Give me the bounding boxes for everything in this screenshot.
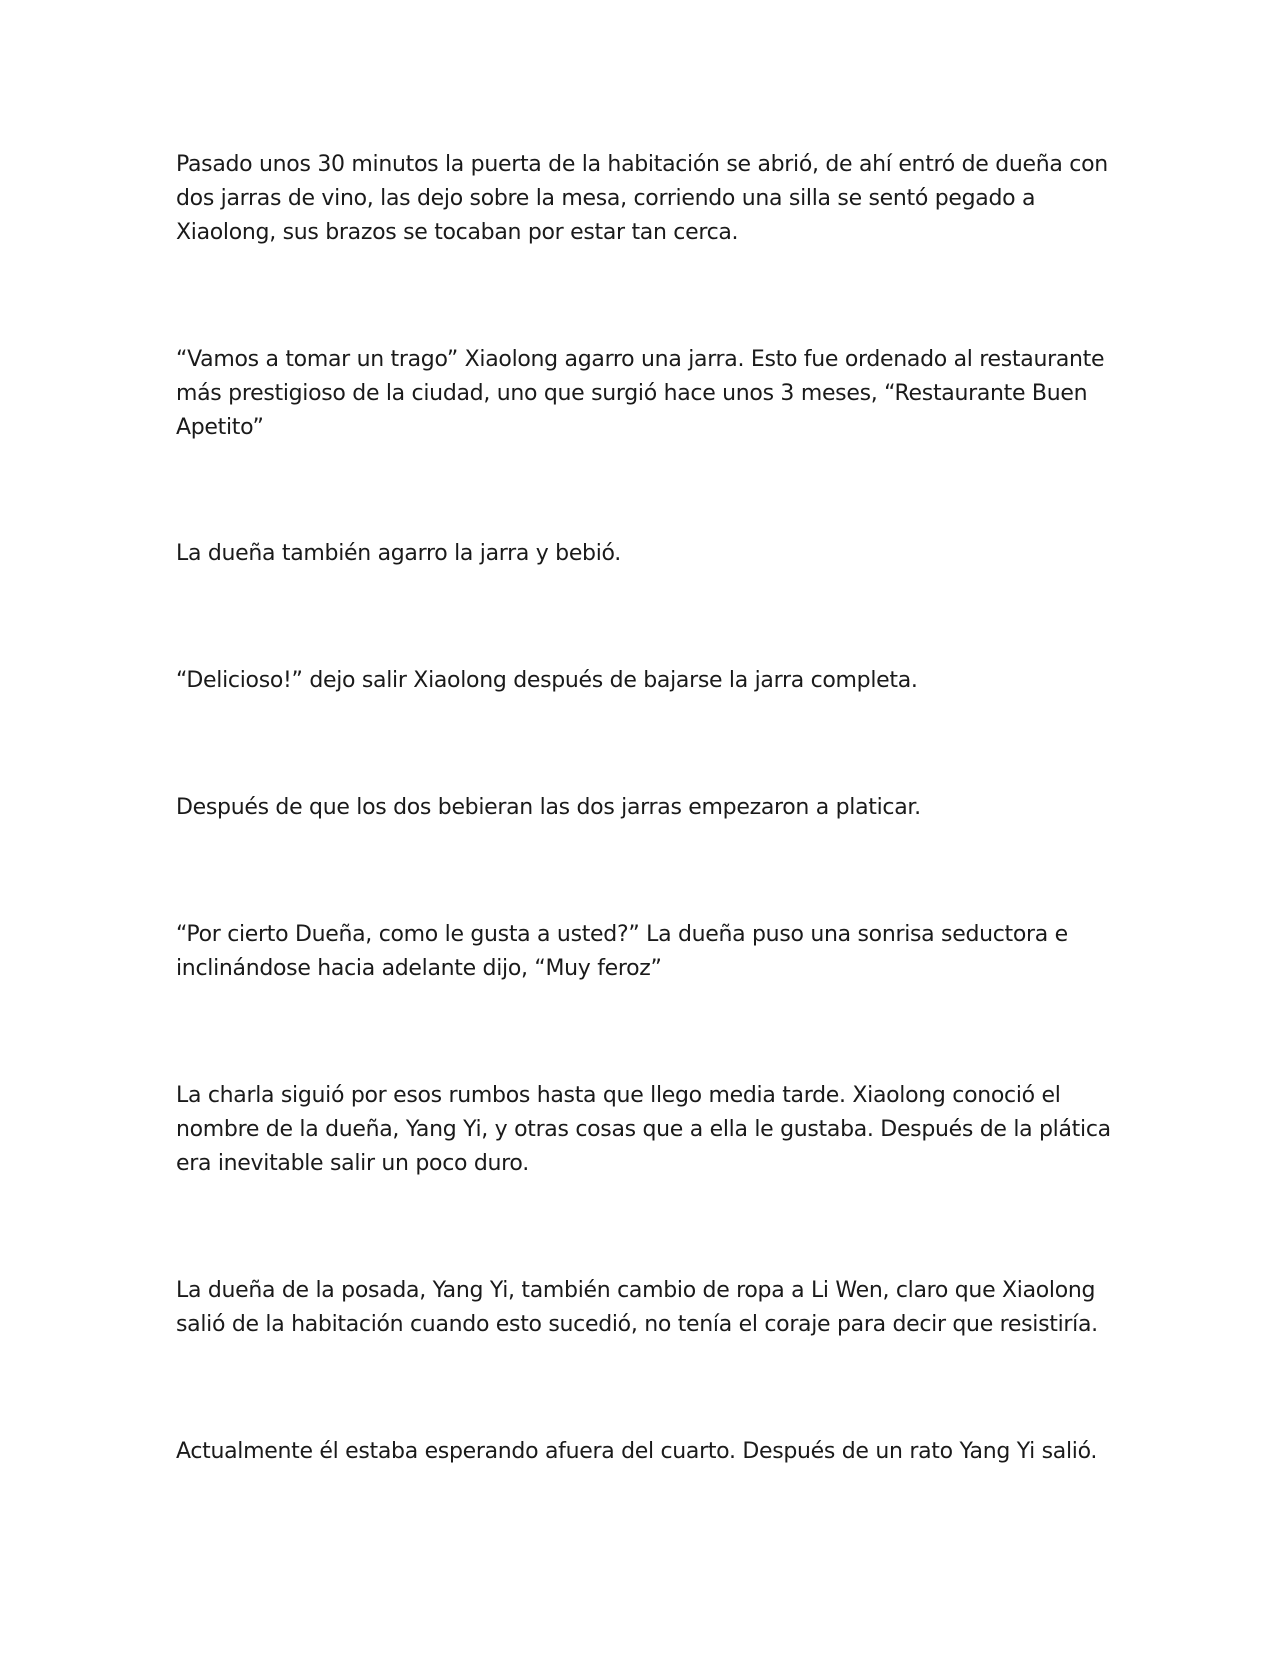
paragraph-4 — [176, 664, 1106, 698]
paragraph-line: La dueña también agarro la jarra y bebió. — [176, 541, 621, 566]
paragraph-7 — [176, 1079, 1111, 1181]
paragraph-line: “Por cierto Dueña, como le gusta a usted?” La dueña puso una sonrisa seductora e — [176, 922, 1068, 947]
paragraph-6 — [176, 918, 1106, 986]
paragraph-line: inclinándose hacia adelante dijo, “Muy feroz” — [176, 956, 662, 981]
paragraph-line: salió de la habitación cuando esto sucedió, no tenía el coraje para decir que resistiría. — [176, 1312, 1098, 1337]
paragraph-3 — [176, 537, 1106, 571]
paragraph-line: La charla siguió por esos rumbos hasta que llego media tarde. Xiaolong conoció el — [176, 1083, 1061, 1108]
paragraph-line: Xiaolong, sus brazos se tocaban por estar tan cerca. — [176, 220, 739, 245]
paragraph-9 — [176, 1435, 1106, 1469]
paragraph-line: nombre de la dueña, Yang Yi, y otras cosas que a ella le gustaba. Después de la plática — [176, 1117, 1111, 1142]
paragraph-line: Después de que los dos bebieran las dos jarras empezaron a platicar. — [176, 795, 921, 820]
paragraph-line: La dueña de la posada, Yang Yi, también cambio de ropa a Li Wen, claro que Xiaolong — [176, 1278, 1096, 1303]
paragraph-1 — [176, 148, 1106, 250]
paragraph-line: “Vamos a tomar un trago” Xiaolong agarro una jarra. Esto fue ordenado al restaurante — [176, 347, 1105, 372]
paragraph-line: Actualmente él estaba esperando afuera del cuarto. Después de un rato Yang Yi salió. — [176, 1439, 1098, 1464]
paragraph-5 — [176, 791, 1106, 825]
paragraph-2 — [176, 343, 1106, 445]
paragraph-line: dos jarras de vino, las dejo sobre la mesa, corriendo una silla se sentó pegado a — [176, 186, 1036, 211]
paragraph-line: más prestigioso de la ciudad, uno que surgió hace unos 3 meses, “Restaurante Buen — [176, 381, 1088, 406]
paragraph-line: era inevitable salir un poco duro. — [176, 1151, 529, 1176]
paragraph-line: “Delicioso!” dejo salir Xiaolong después de bajarse la jarra completa. — [176, 668, 918, 693]
paragraph-line: Apetito” — [176, 415, 264, 440]
paragraph-line: Pasado unos 30 minutos la puerta de la habitación se abrió, de ahí entró de dueña con — [176, 152, 1108, 177]
paragraph-8 — [176, 1274, 1106, 1342]
